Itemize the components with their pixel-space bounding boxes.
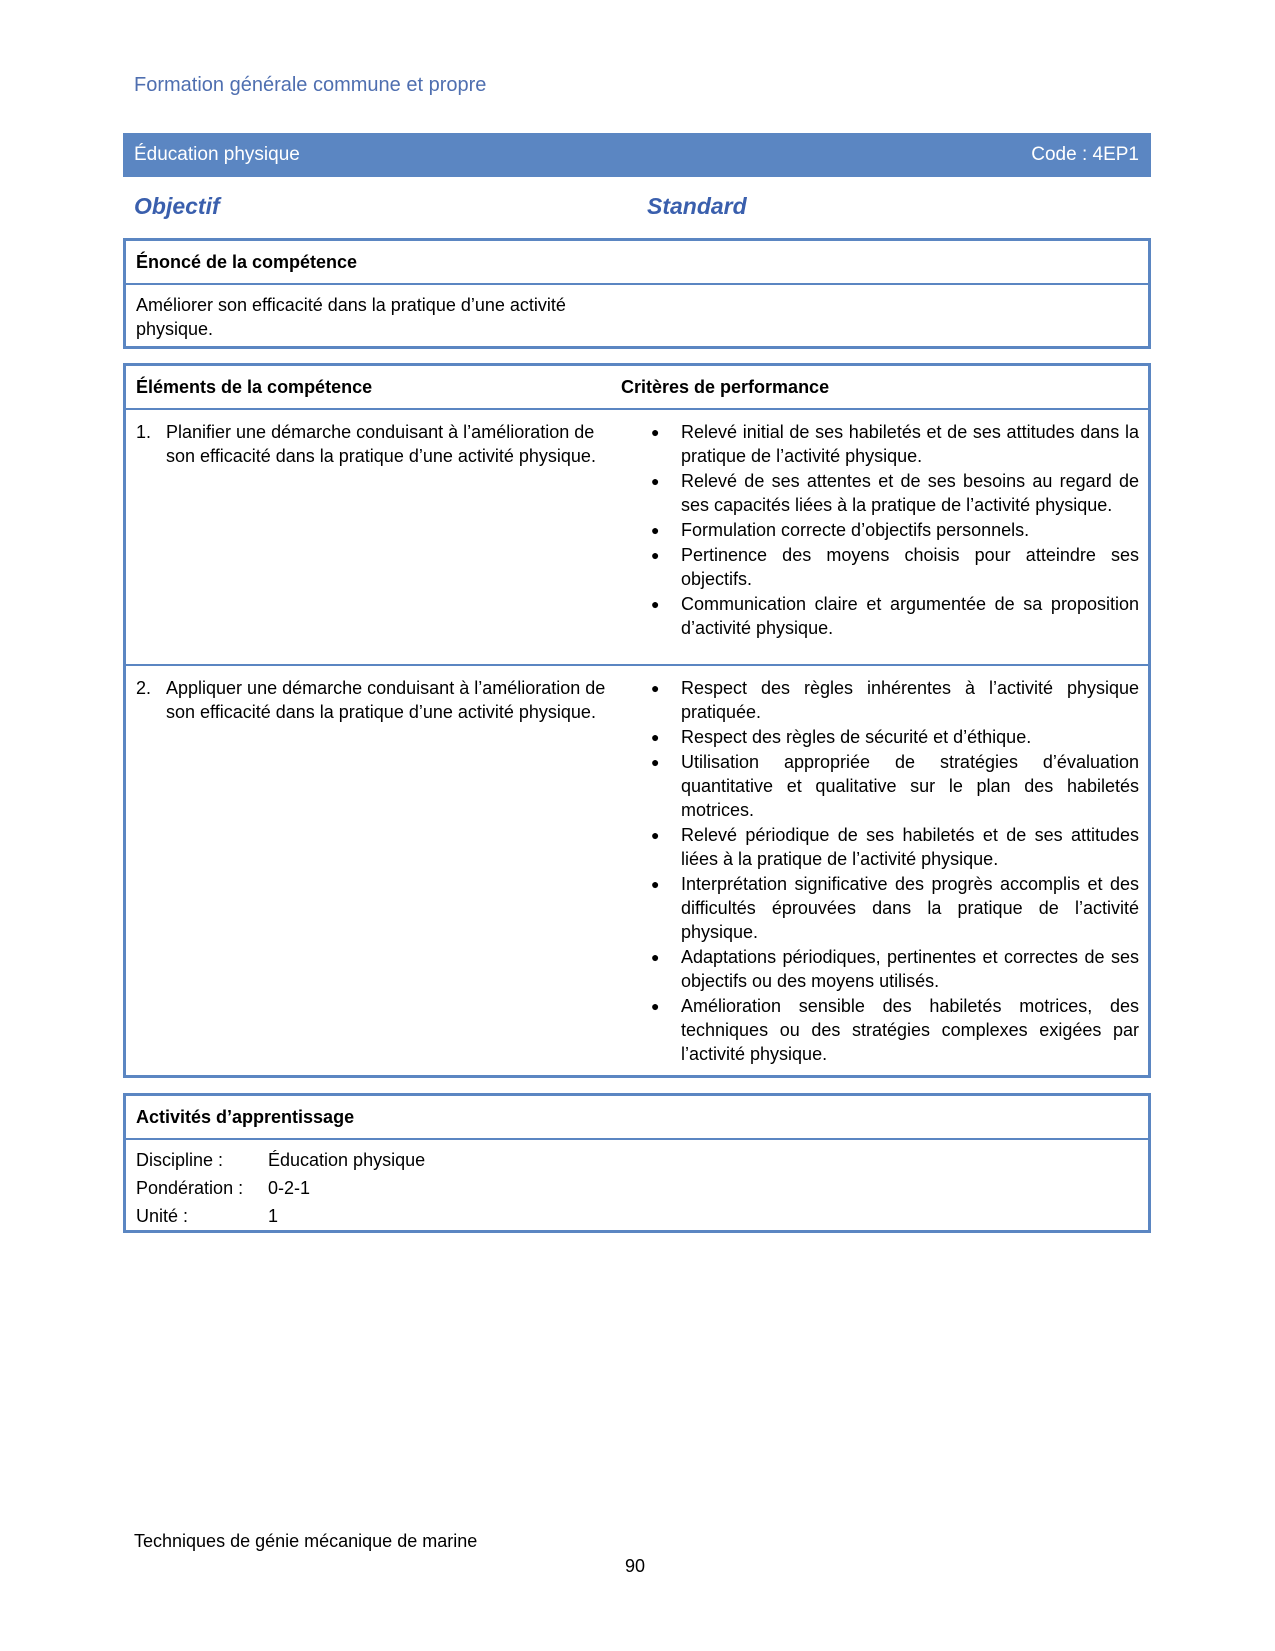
- bullet-icon: ●: [651, 949, 660, 965]
- objective-label: Objectif: [134, 193, 220, 219]
- activities-rows: [126, 1140, 1148, 1236]
- bullet-icon: ●: [651, 827, 660, 843]
- footer-program: Techniques de génie mécanique de marine: [134, 1531, 478, 1551]
- competency-table: [123, 363, 1151, 1078]
- criterion-item: ● Relevé périodique de ses habiletés et de ses attitudes liées à la pratique de l’activité physique.: [651, 825, 1139, 869]
- criteria-list-2: [651, 676, 1139, 1067]
- bullet-icon: ●: [651, 522, 660, 538]
- element-1: [136, 420, 606, 468]
- competency-header: [126, 366, 1148, 410]
- criteria-header: Critères de performance: [621, 377, 830, 397]
- objective-row: [134, 193, 774, 220]
- criterion-item: ● Relevé initial de ses habiletés et de ses attitudes dans la pratique de l’activité physique.: [651, 422, 1139, 466]
- program-header: Formation générale commune et propre: [134, 74, 487, 96]
- bullet-icon: ●: [651, 424, 660, 440]
- criterion-item: ● Respect des règles de sécurité et d’éthique.: [651, 727, 1032, 747]
- criterion-item: ● Formulation correcte d’objectifs personnels.: [651, 520, 1030, 540]
- criteria-list-1: [651, 420, 1139, 641]
- bullet-icon: ●: [651, 729, 660, 745]
- discipline-row: [136, 1146, 1138, 1174]
- criterion-item: ● Utilisation appropriée de stratégies d’évaluation quantitative et qualitative sur le plan des habiletés motrices.: [651, 752, 1139, 820]
- bullet-icon: ●: [651, 473, 660, 489]
- criterion-item: ● Adaptations périodiques, pertinentes et correctes de ses objectifs ou des moyens utilisés.: [651, 947, 1139, 991]
- page-number: 90: [625, 1556, 646, 1576]
- course-code: Code : 4EP1: [1031, 144, 1139, 165]
- criterion-item: ● Relevé de ses attentes et de ses besoins au regard de ses capacités liées à la pratique de l’activité physique.: [651, 471, 1139, 515]
- statement-title: Énoncé de la compétence: [126, 241, 1148, 285]
- element-text: Planifier une démarche conduisant à l’amélioration de son efficacité dans la pratique d’une activité physique.: [166, 422, 596, 466]
- weight-label: Pondération :: [136, 1178, 244, 1198]
- element-number: 1.: [136, 422, 152, 442]
- criterion-item: ● Interprétation significative des progrès accomplis et des difficultés éprouvées dans la pratique de l’activité physique.: [651, 874, 1139, 942]
- criterion-item: ● Amélioration sensible des habiletés motrices, des techniques ou des stratégies complexes exigées par l’activité physique.: [651, 996, 1139, 1064]
- weight-value: 0-2-1: [268, 1178, 311, 1198]
- bullet-icon: ●: [651, 876, 660, 892]
- statement-text: Améliorer son efficacité dans la pratique d’une activité physique.: [136, 295, 566, 339]
- unit-value: 1: [268, 1206, 279, 1226]
- element-text: Appliquer une démarche conduisant à l’amélioration de son efficacité dans la pratique d’une activité physique.: [166, 678, 606, 722]
- weight-row: [136, 1174, 1138, 1202]
- criterion-item: ● Communication claire et argumentée de sa proposition d’activité physique.: [651, 594, 1139, 638]
- activities-title: Activités d’apprentissage: [126, 1096, 1148, 1140]
- element-number: 2.: [136, 678, 152, 698]
- activities-box: [123, 1093, 1151, 1233]
- element-section-1: [126, 410, 1148, 666]
- criterion-item: ● Pertinence des moyens choisis pour atteindre ses objectifs.: [651, 545, 1139, 589]
- standard-label: Standard: [647, 193, 747, 219]
- discipline-label: Discipline :: [136, 1150, 224, 1170]
- discipline-value: Éducation physique: [268, 1150, 426, 1170]
- bullet-icon: ●: [651, 998, 660, 1014]
- unit-row: [136, 1202, 1138, 1230]
- course-title: Éducation physique: [134, 144, 300, 165]
- unit-label: Unité :: [136, 1206, 189, 1226]
- course-banner: [123, 133, 1151, 177]
- bullet-icon: ●: [651, 547, 660, 563]
- statement-box: [123, 238, 1151, 349]
- element-section-2: [126, 666, 1148, 1066]
- elements-header: Éléments de la compétence: [136, 377, 373, 397]
- bullet-icon: ●: [651, 680, 660, 696]
- bullet-icon: ●: [651, 596, 660, 612]
- bullet-icon: ●: [651, 754, 660, 770]
- criterion-item: ● Respect des règles inhérentes à l’activité physique pratiquée.: [651, 678, 1139, 722]
- element-2: [136, 676, 606, 724]
